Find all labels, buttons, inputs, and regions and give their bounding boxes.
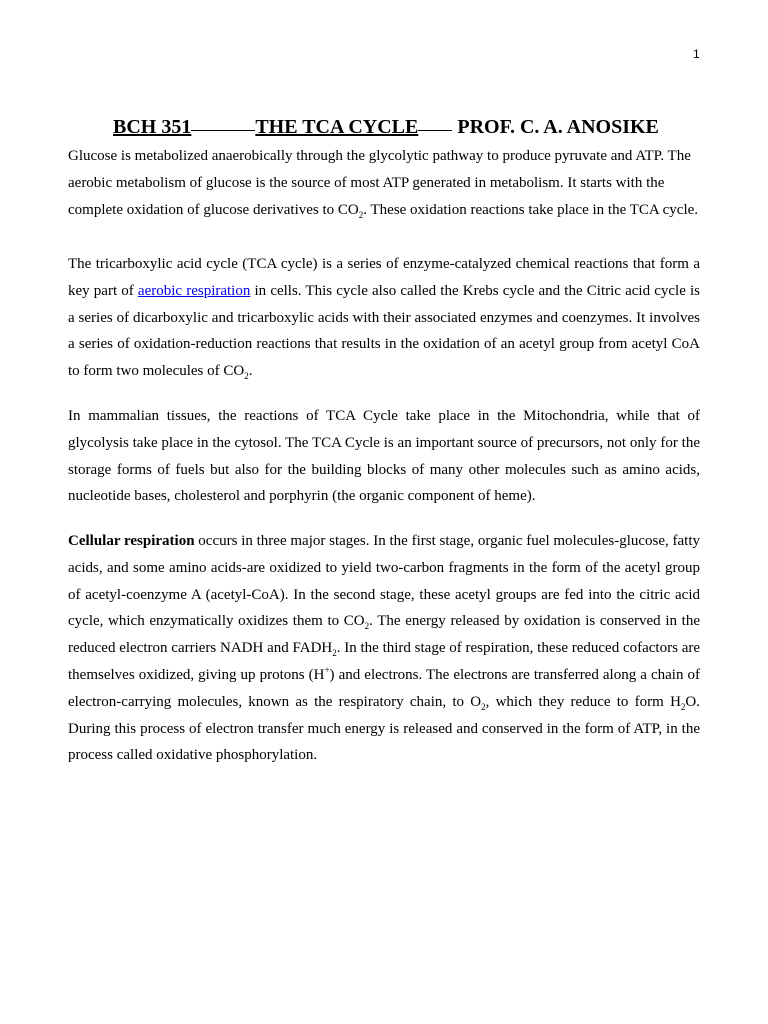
subscript: 2 bbox=[358, 209, 364, 220]
paragraph-intro bbox=[68, 143, 700, 223]
paragraph-mammalian-tissues bbox=[68, 403, 700, 510]
title-underline-gap bbox=[191, 110, 255, 131]
paragraph-cellular-respiration bbox=[68, 528, 700, 769]
bold-term: Cellular respiration bbox=[68, 533, 195, 549]
text-run: ) and electrons. The electrons are transferred along a chain of electron-carrying molecules, known as the respiratory chain, to O bbox=[68, 666, 700, 710]
paragraph-tca-definition bbox=[68, 251, 700, 385]
subscript: 2 bbox=[364, 621, 370, 632]
subscript: 2 bbox=[244, 371, 249, 382]
text-run: , which they reduce to form H bbox=[485, 693, 681, 710]
text-run: . In the third stage of respiration, these reduced cofactors are themselves oxidized, giving up protons (H bbox=[68, 640, 701, 683]
text-run: In mammalian tissues, the reactions of TCA Cycle take place in the Mitochondria, while that of glycolysis take place in the cytosol. The TCA Cycle is an important source of precursors, not only for the storage forms of fuels but also for the building blocks of many other molecules such as amino acids, nucleotide bases, cholesterol and porphyrin (the organic component of heme). bbox=[68, 408, 700, 505]
subscript: 2 bbox=[332, 648, 337, 659]
subscript: 2 bbox=[481, 701, 486, 712]
text-run: occurs in three major stages. In the first stage, organic fuel molecules-glucose, fatty acids, and some amino acids-are oxidized to yield two-carbon fragments in the form of the acetyl group of acetyl-coenzyme A (acetyl-CoA). In the second stage, these acetyl groups are fed into the citric acid cycle, which enzymatically oxidizes them to CO bbox=[68, 533, 701, 630]
text-run: O. During this process of electron transfer much energy is released and conserved in the form of ATP, in the process called oxidative phosphorylation. bbox=[68, 693, 700, 764]
document-title bbox=[113, 112, 713, 140]
text-run: . The energy released by oxidation is conserved in the reduced electron carriers NADH and FADH bbox=[68, 613, 700, 657]
text-run: Glucose is metabolized anaerobically through the glycolytic pathway to produce pyruvate and ATP. The aerobic metabolism of glucose is the source of most ATP generated in metabolism. It starts with the complete oxidation of glucose derivatives to CO bbox=[68, 148, 691, 218]
aerobic-respiration-link[interactable]: aerobic respiration bbox=[137, 282, 251, 299]
page-number: 1 bbox=[693, 47, 700, 61]
text-run: in cells. This cycle also called the Krebs cycle and the Citric acid cycle is a series of dicarboxylic and tricarboxylic acids with their associated enzymes and coenzymes. It involves a series of oxidation-reduction reactions that results in the oxidation of an acetyl group from acetyl CoA to form two molecules of CO bbox=[68, 282, 701, 380]
title-topic: THE TCA CYCLE bbox=[255, 116, 419, 138]
text-run: The tricarboxylic acid cycle (TCA cycle) is a series of enzyme-catalyzed chemical reactions that form a key part of bbox=[68, 256, 700, 299]
author-name: PROF. C. A. ANOSIKE bbox=[457, 116, 659, 138]
course-code: BCH 351 bbox=[113, 116, 192, 138]
text-run: . These oxidation reactions take place in the TCA cycle. bbox=[363, 201, 699, 218]
text-run: . bbox=[248, 363, 253, 380]
title-underline-gap bbox=[418, 110, 452, 131]
subscript: 2 bbox=[680, 701, 686, 712]
superscript: + bbox=[324, 664, 330, 675]
